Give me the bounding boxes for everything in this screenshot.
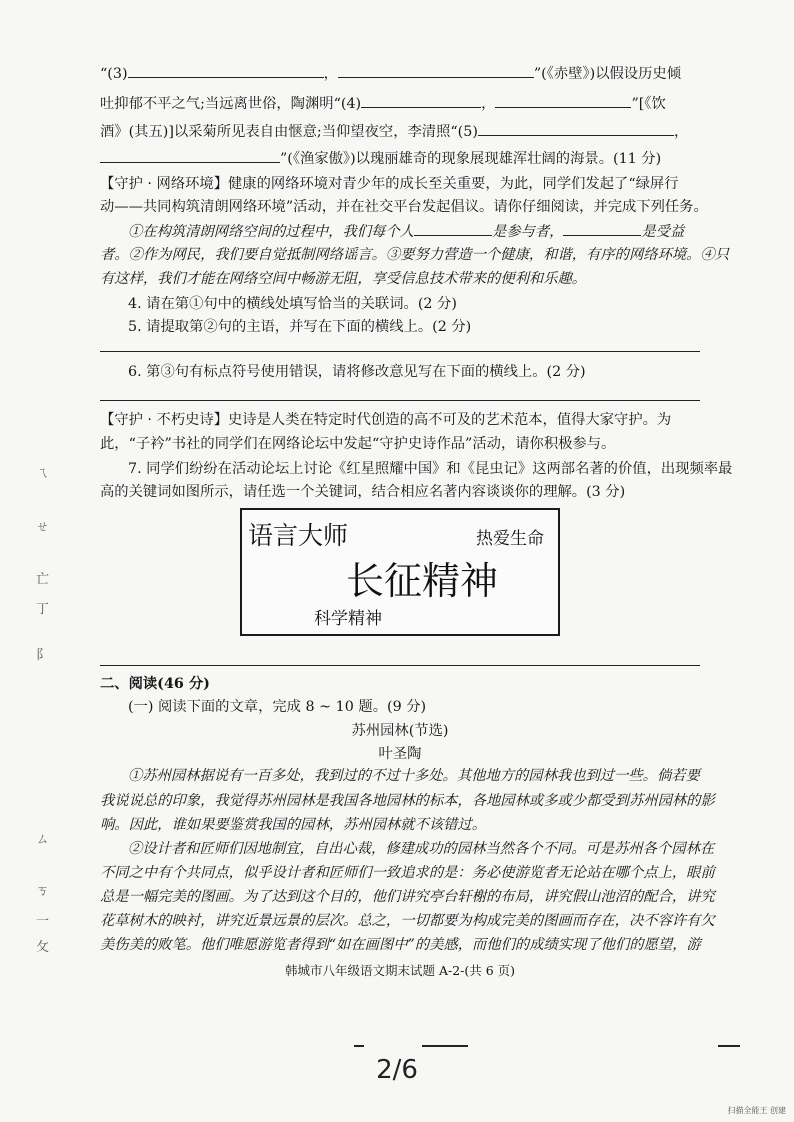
keyword-scientific-spirit: 科学精神 <box>314 609 382 629</box>
answer-blank[interactable] <box>414 222 492 236</box>
margin-fragment: ㄝ <box>36 520 50 535</box>
answer-line[interactable] <box>100 351 700 352</box>
article-para-2-line: 不同之中有个共同点，似乎设计者和匠师们一致追求的是：务必使游览者无论站在哪个点上，眼前 <box>100 865 715 881</box>
scan-mark <box>422 1045 468 1047</box>
scanner-watermark: 扫描全能王 创建 <box>727 1106 786 1115</box>
net-passage-3: 有这样，我们才能在网络空间中畅游无阻，享受信息技术带来的便利和乐趣。 <box>100 271 587 287</box>
answer-blank[interactable] <box>128 64 324 78</box>
net-passage-1: ①在构筑清朗网络空间的过程中，我们每个人 是参与者， 是受益 <box>128 224 685 240</box>
answer-blank[interactable] <box>495 94 631 108</box>
epic-intro-1: 【守护 · 不朽史诗】史诗是人类在特定时代创造的高不可及的艺术范本，值得大家守护。为 <box>100 412 672 428</box>
net-intro-2: 动——共同构筑清朗网络环境”活动，并在社交平台发起倡议。请你仔细阅读，并完成下列任务。 <box>100 199 708 215</box>
q3-line-2: 吐抑郁不平之气;当远离世俗，陶渊明“(4) ， ”[《饮 <box>100 96 666 112</box>
article-para-1-line: 响。因此，谁如果要鉴赏我国的园林，苏州园林就不该错过。 <box>100 817 487 833</box>
question-4: 4. 请在第①句中的横线处填写恰当的关联词。(2 分) <box>128 296 457 312</box>
answer-blank[interactable] <box>563 222 641 236</box>
scan-mark <box>718 1045 740 1047</box>
net-passage-2: 者。②作为网民，我们要自觉抵制网络谣言。③要努力营造一个健康，和谐，有序的网络环境。④只 <box>100 247 730 263</box>
answer-line[interactable] <box>100 665 700 666</box>
q3-text: “(3) <box>100 66 128 82</box>
question-7-line-2: 高的关键词如图所示，请任选一个关键词，结合相应名著内容谈谈你的理解。(3 分) <box>100 484 626 500</box>
article-para-2-line: 花草树木的映衬，讲究近景远景的层次。总之，一切都要为构成完美的图画而存在，决不容许有欠 <box>100 913 715 929</box>
q3-line-3: 酒》(其五)]以采菊所见表自由惬意;当仰望夜空，李清照“(5) ， <box>100 124 689 140</box>
keyword-long-march-spirit: 长征精神 <box>346 559 499 603</box>
keyword-word-cloud <box>240 508 560 636</box>
page-footer: 韩城市八年级语文期末试题 A-2-(共 6 页) <box>284 963 516 978</box>
answer-blank[interactable] <box>338 64 534 78</box>
article-title: 苏州园林(节选) <box>351 723 449 739</box>
margin-fragment: ㄙ <box>36 832 50 847</box>
answer-line[interactable] <box>100 400 700 401</box>
q3-line-4: ”(《渔家傲》)以瑰丽雄奇的现象展现雄浑壮阔的海景。(11 分) <box>100 149 700 168</box>
keyword-language-master: 语言大师 <box>248 521 349 550</box>
article-para-1-line: 我说说总的印象，我觉得苏州园林是我国各地园林的标本，各地园林或多或少都受到苏州园林的影 <box>100 793 715 809</box>
article-para-2-line: ②设计者和匠师们因地制宜，自出心裁，修建成功的园林当然各个不同。可是苏州各个园林在 <box>128 841 715 857</box>
section-heading-reading: 二、阅读(46 分) <box>100 676 210 692</box>
answer-blank[interactable] <box>100 149 280 163</box>
margin-fragment: 丁 <box>36 602 50 617</box>
epic-intro-2: 此，“子衿”书社的同学们在网络论坛中发起“守护史诗作品”活动，请你积极参与。 <box>100 436 616 452</box>
margin-fragment: 攵 <box>36 940 50 955</box>
q3-line-1: “(3) ， ”(《赤壁》)以假设历史倾 <box>100 66 681 82</box>
question-7-line-1: 7. 同学们纷纷在活动论坛上讨论《红星照耀中国》和《昆虫记》这两部名著的价值，出现频率最 <box>128 461 733 477</box>
answer-blank[interactable] <box>361 94 481 108</box>
answer-blank[interactable] <box>478 122 674 136</box>
net-intro-1: 【守护 · 网络环境】健康的网络环境对青少年的成长至关重要，为此，同学们发起了“绿屏行 <box>100 176 679 192</box>
article-para-1-line: ①苏州园林据说有一百多处，我到过的不过十多处。其他地方的园林我也到过一些。倘若要 <box>128 768 700 784</box>
article-author: 叶圣陶 <box>378 746 422 762</box>
keyword-love-life: 热爱生命 <box>476 529 544 549</box>
margin-fragment: 一 <box>36 914 50 929</box>
reading-sub-heading: (一) 阅读下面的文章，完成 8 ~ 10 题。(9 分) <box>128 699 427 715</box>
question-6: 6. 第③句有标点符号使用错误，请将修改意见写在下面的横线上。(2 分) <box>128 364 586 380</box>
margin-fragment: ㄎ <box>36 884 50 899</box>
article-para-2-line: 总是一幅完美的图画。为了达到这个目的，他们讲究亭台轩榭的布局，讲究假山池沼的配合，讲究 <box>100 889 715 905</box>
article-para-2-line: 美伤美的败笔。他们唯愿游览者得到“如在画图中”的美感，而他们的成绩实现了他们的愿望，游 <box>100 937 701 953</box>
question-5: 5. 请提取第②句的主语，并写在下面的横线上。(2 分) <box>128 319 472 335</box>
page-number: 2/6 <box>376 1055 418 1085</box>
margin-fragment: ㄟ <box>36 466 50 481</box>
scan-mark <box>354 1045 364 1047</box>
margin-fragment: 亡 <box>36 572 50 587</box>
margin-fragment: 阝 <box>36 648 50 663</box>
